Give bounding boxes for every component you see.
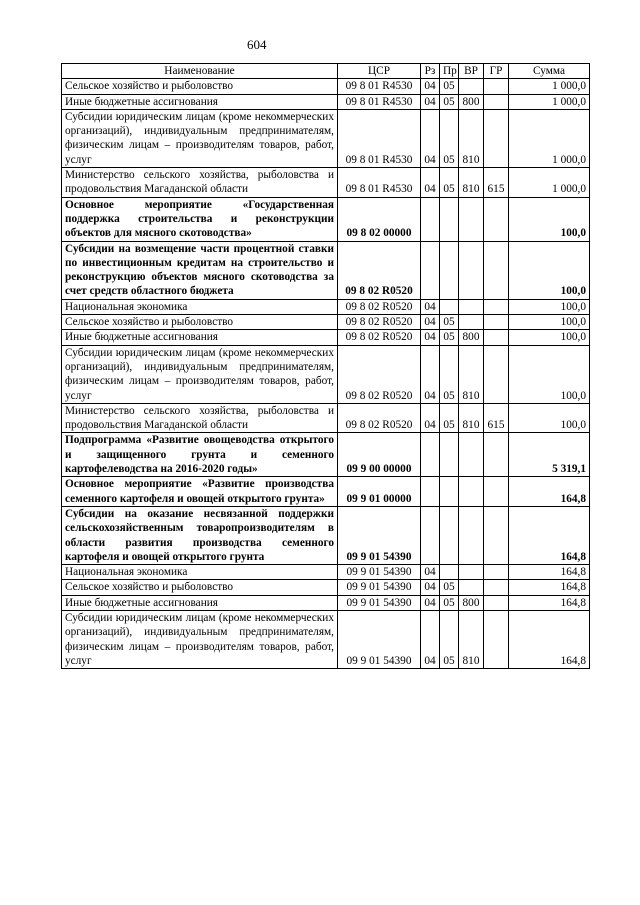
cell-rz <box>421 433 440 477</box>
cell-pr <box>440 197 459 241</box>
cell-rz: 04 <box>421 403 440 433</box>
cell-rz: 04 <box>421 79 440 94</box>
cell-vr <box>459 580 484 595</box>
cell-sum: 1 000,0 <box>509 79 590 94</box>
cell-gr: 615 <box>484 403 509 433</box>
cell-csr: 09 8 01 R4530 <box>338 94 421 109</box>
cell-pr <box>440 241 459 299</box>
cell-gr <box>484 433 509 477</box>
cell-name: Министерство сельского хозяйства, рыболовства и продовольствия Магаданской области <box>62 168 338 198</box>
cell-pr: 05 <box>440 330 459 345</box>
cell-pr <box>440 565 459 580</box>
cell-name: Сельское хозяйство и рыболовство <box>62 580 338 595</box>
cell-sum: 100,0 <box>509 299 590 314</box>
cell-sum: 164,8 <box>509 565 590 580</box>
cell-pr: 05 <box>440 345 459 403</box>
cell-name: Подпрограмма «Развитие овощеводства открытого и защищенного грунта и семенного картофелеводства на 2016-2020 годы» <box>62 433 338 477</box>
cell-csr: 09 9 01 54390 <box>338 565 421 580</box>
cell-vr: 800 <box>459 595 484 610</box>
cell-rz: 04 <box>421 168 440 198</box>
cell-vr <box>459 477 484 507</box>
cell-vr <box>459 565 484 580</box>
cell-csr: 09 8 02 R0520 <box>338 315 421 330</box>
cell-name: Национальная экономика <box>62 299 338 314</box>
cell-vr <box>459 506 484 564</box>
column-header-pr: Пр <box>440 64 459 79</box>
table-row <box>62 330 590 345</box>
cell-vr: 810 <box>459 610 484 668</box>
cell-sum: 5 319,1 <box>509 433 590 477</box>
cell-vr: 810 <box>459 403 484 433</box>
cell-csr: 09 8 02 R0520 <box>338 241 421 299</box>
cell-pr: 05 <box>440 94 459 109</box>
cell-sum: 164,8 <box>509 610 590 668</box>
cell-sum: 100,0 <box>509 403 590 433</box>
column-header-vr: ВР <box>459 64 484 79</box>
cell-name: Субсидии юридическим лицам (кроме некоммерческих организаций), индивидуальным предпринимателям, физическим лицам – производителям товаров, работ, услуг <box>62 610 338 668</box>
cell-pr <box>440 433 459 477</box>
cell-gr <box>484 330 509 345</box>
cell-sum: 100,0 <box>509 330 590 345</box>
cell-name: Основное мероприятие «Развитие производства семенного картофеля и овощей открытого грунта» <box>62 477 338 507</box>
cell-sum: 1 000,0 <box>509 109 590 167</box>
cell-gr <box>484 477 509 507</box>
cell-csr: 09 9 01 54390 <box>338 506 421 564</box>
cell-sum: 100,0 <box>509 197 590 241</box>
cell-gr <box>484 109 509 167</box>
cell-pr: 05 <box>440 109 459 167</box>
cell-pr <box>440 299 459 314</box>
cell-sum: 100,0 <box>509 241 590 299</box>
column-header-name: Наименование <box>62 64 338 79</box>
cell-csr: 09 9 01 54390 <box>338 595 421 610</box>
table-row <box>62 109 590 167</box>
cell-sum: 164,8 <box>509 595 590 610</box>
cell-vr: 810 <box>459 109 484 167</box>
cell-rz <box>421 506 440 564</box>
cell-gr <box>484 94 509 109</box>
cell-name: Иные бюджетные ассигнования <box>62 330 338 345</box>
table-row <box>62 595 590 610</box>
table-row <box>62 79 590 94</box>
cell-pr: 05 <box>440 168 459 198</box>
cell-sum: 164,8 <box>509 506 590 564</box>
page-number: 604 <box>247 37 267 52</box>
cell-sum: 1 000,0 <box>509 94 590 109</box>
cell-csr: 09 8 01 R4530 <box>338 79 421 94</box>
cell-vr: 800 <box>459 94 484 109</box>
table-row <box>62 315 590 330</box>
cell-csr: 09 9 01 54390 <box>338 610 421 668</box>
cell-vr <box>459 79 484 94</box>
table-row <box>62 197 590 241</box>
cell-gr <box>484 241 509 299</box>
table-row <box>62 241 590 299</box>
cell-sum: 164,8 <box>509 477 590 507</box>
cell-rz: 04 <box>421 565 440 580</box>
cell-pr: 05 <box>440 315 459 330</box>
cell-gr <box>484 197 509 241</box>
cell-csr: 09 9 01 54390 <box>338 580 421 595</box>
cell-vr <box>459 197 484 241</box>
cell-name: Субсидии юридическим лицам (кроме некоммерческих организаций), индивидуальным предпринимателям, физическим лицам – производителям товаров, работ, услуг <box>62 345 338 403</box>
cell-csr: 09 9 01 00000 <box>338 477 421 507</box>
cell-gr <box>484 610 509 668</box>
cell-rz: 04 <box>421 94 440 109</box>
budget-table <box>61 63 590 669</box>
cell-csr: 09 8 01 R4530 <box>338 168 421 198</box>
cell-gr <box>484 315 509 330</box>
cell-rz: 04 <box>421 315 440 330</box>
table-row <box>62 580 590 595</box>
table-body <box>62 79 590 669</box>
table-row <box>62 94 590 109</box>
cell-name: Основное мероприятие «Государственная поддержка строительства и реконструкции объектов для мясного скотоводства» <box>62 197 338 241</box>
cell-rz: 04 <box>421 610 440 668</box>
cell-name: Субсидии на оказание несвязанной поддержки сельскохозяйственным товаропроизводителям в области развития производства семенного картофеля и овощей открытого грунта <box>62 506 338 564</box>
cell-gr <box>484 580 509 595</box>
cell-gr: 615 <box>484 168 509 198</box>
cell-rz <box>421 241 440 299</box>
table-row <box>62 565 590 580</box>
cell-name: Иные бюджетные ассигнования <box>62 595 338 610</box>
cell-pr: 05 <box>440 403 459 433</box>
table-row <box>62 506 590 564</box>
cell-rz: 04 <box>421 109 440 167</box>
cell-sum: 100,0 <box>509 345 590 403</box>
cell-name: Министерство сельского хозяйства, рыболовства и продовольствия Магаданской области <box>62 403 338 433</box>
column-header-gr: ГР <box>484 64 509 79</box>
column-header-rz: Рз <box>421 64 440 79</box>
column-header-sum: Сумма <box>509 64 590 79</box>
table-row <box>62 610 590 668</box>
cell-pr: 05 <box>440 595 459 610</box>
cell-gr <box>484 565 509 580</box>
table-row <box>62 403 590 433</box>
cell-rz: 04 <box>421 580 440 595</box>
cell-csr: 09 8 02 R0520 <box>338 330 421 345</box>
cell-name: Субсидии юридическим лицам (кроме некоммерческих организаций), индивидуальным предпринимателям, физическим лицам – производителям товаров, работ, услуг <box>62 109 338 167</box>
cell-pr <box>440 477 459 507</box>
cell-csr: 09 8 02 R0520 <box>338 299 421 314</box>
cell-gr <box>484 79 509 94</box>
cell-vr <box>459 433 484 477</box>
cell-rz: 04 <box>421 345 440 403</box>
table-row <box>62 345 590 403</box>
cell-pr: 05 <box>440 580 459 595</box>
cell-vr <box>459 299 484 314</box>
cell-vr <box>459 241 484 299</box>
cell-csr: 09 8 02 R0520 <box>338 345 421 403</box>
table-header-row <box>62 64 590 79</box>
cell-vr <box>459 315 484 330</box>
table-row <box>62 168 590 198</box>
cell-rz <box>421 197 440 241</box>
cell-rz <box>421 477 440 507</box>
table-row <box>62 477 590 507</box>
cell-sum: 164,8 <box>509 580 590 595</box>
cell-vr: 810 <box>459 168 484 198</box>
cell-rz: 04 <box>421 299 440 314</box>
cell-pr: 05 <box>440 610 459 668</box>
column-header-csr: ЦСР <box>338 64 421 79</box>
cell-name: Иные бюджетные ассигнования <box>62 94 338 109</box>
cell-pr <box>440 506 459 564</box>
cell-rz: 04 <box>421 595 440 610</box>
cell-name: Национальная экономика <box>62 565 338 580</box>
cell-name: Сельское хозяйство и рыболовство <box>62 79 338 94</box>
cell-name: Сельское хозяйство и рыболовство <box>62 315 338 330</box>
cell-gr <box>484 595 509 610</box>
cell-gr <box>484 299 509 314</box>
cell-vr: 810 <box>459 345 484 403</box>
cell-vr: 800 <box>459 330 484 345</box>
cell-name: Субсидии на возмещение части процентной ставки по инвестиционным кредитам на строительство и реконструкцию объектов мясного скотоводства за счет средств областного бюджета <box>62 241 338 299</box>
table-row <box>62 433 590 477</box>
table-row <box>62 299 590 314</box>
cell-gr <box>484 345 509 403</box>
cell-pr: 05 <box>440 79 459 94</box>
cell-sum: 100,0 <box>509 315 590 330</box>
cell-csr: 09 8 02 R0520 <box>338 403 421 433</box>
cell-csr: 09 8 02 00000 <box>338 197 421 241</box>
cell-gr <box>484 506 509 564</box>
cell-csr: 09 8 01 R4530 <box>338 109 421 167</box>
cell-csr: 09 9 00 00000 <box>338 433 421 477</box>
cell-rz: 04 <box>421 330 440 345</box>
cell-sum: 1 000,0 <box>509 168 590 198</box>
